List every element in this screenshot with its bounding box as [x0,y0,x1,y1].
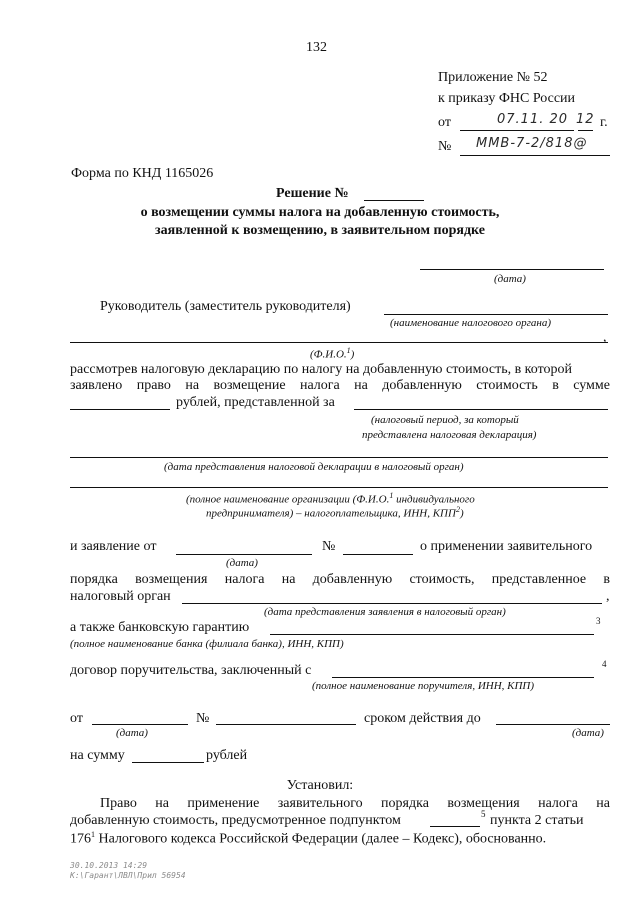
date-top-line [420,269,604,270]
page-number: 132 [306,40,327,55]
org-name-caption-1: (полное наименование организации (Ф.И.О.$^1$ индивидуального [186,491,475,506]
contract-sup: 4 [602,659,607,669]
org-name-caption-2: предпринимателя) – налогоплательщика, ИНН, КПП$^2$) [206,505,464,520]
p1-line3: рублей, представленной за [176,395,335,410]
app-submit-line [182,603,602,604]
appendix-number-handwritten: ММВ-7-2/818@ [476,136,588,151]
p3-line3: $176^1$ Налогового кодекса Российской Федерации (далее – Кодекс), обоснованно. [70,830,547,847]
validity-label: сроком действия до [364,711,481,726]
fio-caption: (Ф.И.О.$^1$) [310,346,355,361]
sum-label: на сумму [70,748,125,763]
guarantor-caption: (полное наименование поручителя, ИНН, КПП) [312,680,535,692]
org-name-line [70,487,608,488]
print-stamp-line1: 30.10.2013 14:29 [70,861,148,870]
subclause-line [430,826,480,827]
tax-authority-line [384,314,608,315]
p2-comma: , [606,589,610,604]
p3-line2-sup: 5 [481,809,486,819]
app-number-line [343,554,413,555]
contract-number-line [216,724,356,725]
p2-line2: налоговый орган [70,589,171,604]
rub-label: рублей [206,748,248,763]
app-no-label: № [322,539,336,554]
no-label: № [196,711,210,726]
contract-label: договор поручительства, заключенный с [70,663,312,678]
established-heading: Установил: [286,778,354,793]
appendix-year-line [578,130,593,131]
app-from-label: и заявление от [70,539,157,554]
from-date-line [92,724,188,725]
appendix-number-line [460,155,610,156]
p1-line1: рассмотрев налоговую декларацию по налогу на добавленную стоимость, в которой [70,362,573,377]
form-code: Форма по КНД 1165026 [71,166,214,181]
guarantor-line [332,677,594,678]
app-date-caption: (дата) [226,557,258,569]
fio-line [70,342,608,343]
tax-period-caption-2: представлена налоговая декларация) [362,429,537,441]
p1-line2: заявлено право на возмещение налога на добавленную стоимость в сумме [70,378,610,393]
p3-line1: Право на применение заявительного порядка возмещения налога на [100,796,610,811]
appendix-year-handwritten: 12 [576,112,595,127]
sum-line [70,409,170,410]
bank-line [270,634,594,635]
appendix-date-line [460,130,574,131]
from-date-caption: (дата) [116,727,148,739]
p3-line2b: пункта 2 статьи [490,813,584,828]
title-line1: Решение № [276,186,349,201]
to-date-line [496,724,610,725]
print-stamp-line2: К:\Гарант\ЛВЛ\Прил 56954 [70,871,186,880]
p2-line1: порядка возмещения налога на добавленную стоимость, представленное в [70,572,610,587]
title-number-line [364,200,424,201]
p3-line2a: добавленную стоимость, предусмотренное подпунктом [70,813,401,828]
appendix-line2: к приказу ФНС России [438,91,576,106]
guarantee-sum-line [132,762,204,763]
to-date-caption: (дата) [572,727,604,739]
bank-caption: (полное наименование банка (филиала банка), ИНН, КПП) [70,638,344,650]
app-about-label: о применении заявительного [420,539,593,554]
appendix-date-suffix: г. [600,115,608,130]
app-date-line [176,554,312,555]
app-submit-caption: (дата представления заявления в налоговый орган) [264,606,506,618]
tax-authority-caption: (наименование налогового органа) [390,317,552,329]
head-label: Руководитель (заместитель руководителя) [100,299,351,314]
declaration-date-line [70,457,608,458]
appendix-date-prefix: от [438,115,451,130]
title-line2: о возмещении суммы налога на добавленную стоимость, [140,205,500,220]
bank-sup: 3 [596,616,601,626]
period-line [354,409,608,410]
declaration-date-caption: (дата представления налоговой декларации в налоговый орган) [164,461,464,473]
bank-label: а также банковскую гарантию [70,620,250,635]
tax-period-caption-1: (налоговый период, за который [371,414,519,426]
appendix-line1: Приложение № 52 [438,70,548,85]
from-label: от [70,711,83,726]
title-line3: заявленной к возмещению, в заявительном порядке [155,223,485,238]
date-top-caption: (дата) [494,273,526,285]
appendix-date-handwritten: 07.11. 20 [497,112,569,127]
appendix-number-prefix: № [438,139,452,154]
fio-comma: , [603,330,607,345]
